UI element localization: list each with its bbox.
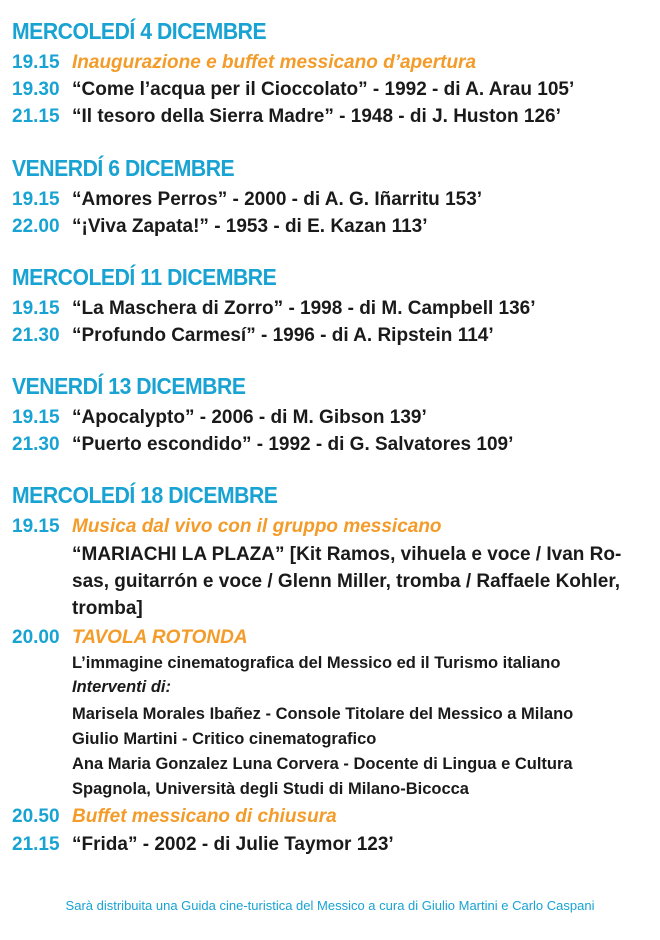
- event-detail-line: “MARIACHI LA PLAZA” [Kit Ramos, vihuela e voce / Ivan Ro-: [72, 544, 622, 565]
- event-time: 19.15: [12, 189, 60, 210]
- event-title: “Il tesoro della Sierra Madre” - 1948 - di J. Huston 126’: [72, 106, 561, 127]
- event-time: 19.15: [12, 407, 60, 428]
- speakers-label: Interventi di:: [72, 678, 172, 696]
- event-detail-line: sas, guitarrón e voce / Glenn Miller, tromba / Raffaele Kohler,: [72, 571, 620, 592]
- event-title: “Amores Perros” - 2000 - di A. G. Iñarritu 153’: [72, 189, 483, 210]
- event-title: Musica dal vivo con il gruppo messicano: [72, 516, 442, 537]
- event-time: 21.15: [12, 834, 60, 855]
- event-time: 20.50: [12, 806, 60, 827]
- day-title-dec-11: MERCOLEDÍ 11 DICEMBRE: [12, 264, 277, 290]
- event-detail-line: tromba]: [72, 598, 143, 619]
- event-title: “¡Viva Zapata!” - 1953 - di E. Kazan 113’: [72, 216, 428, 237]
- roundtable-subtitle: L’immagine cinematografica del Messico ed il Turismo italiano: [72, 654, 561, 672]
- event-time: 19.30: [12, 79, 60, 100]
- event-time: 19.15: [12, 516, 60, 537]
- event-title: “Puerto escondido” - 1992 - di G. Salvatores 109’: [72, 434, 514, 455]
- day-title-dec-4: MERCOLEDÍ 4 DICEMBRE: [12, 18, 267, 44]
- event-title: “Come l’acqua per il Cioccolato” - 1992 - di A. Arau 105’: [72, 79, 575, 100]
- event-title: “Apocalypto” - 2006 - di M. Gibson 139’: [72, 407, 427, 428]
- event-title: Buffet messicano di chiusura: [72, 806, 337, 827]
- event-time: 21.30: [12, 434, 60, 455]
- event-time: 19.15: [12, 298, 60, 319]
- event-time: 19.15: [12, 52, 60, 73]
- event-title: “Frida” - 2002 - di Julie Taymor 123’: [72, 834, 394, 855]
- speaker-line: Giulio Martini - Critico cinematografico: [72, 730, 377, 748]
- event-title: “La Maschera di Zorro” - 1998 - di M. Campbell 136’: [72, 298, 536, 319]
- event-title: Inaugurazione e buffet messicano d’apertura: [72, 52, 477, 73]
- day-title-dec-6: VENERDÍ 6 DICEMBRE: [12, 155, 235, 181]
- day-title-dec-13: VENERDÍ 13 DICEMBRE: [12, 373, 246, 399]
- speaker-line: Marisela Morales Ibañez - Console Titolare del Messico a Milano: [72, 705, 574, 723]
- event-time: 21.30: [12, 325, 60, 346]
- day-title-dec-18: MERCOLEDÍ 18 DICEMBRE: [12, 482, 278, 508]
- event-time: 20.00: [12, 627, 60, 648]
- speaker-line: Spagnola, Università degli Studi di Milano-Bicocca: [72, 780, 469, 798]
- footnote: Sarà distribuita una Guida cine-turistica del Messico a cura di Giulio Martini e Carlo Caspani: [65, 898, 595, 913]
- event-time: 21.15: [12, 106, 60, 127]
- speaker-line: Ana Maria Gonzalez Luna Corvera - Docente di Lingua e Cultura: [72, 755, 573, 773]
- event-title: “Profundo Carmesí” - 1996 - di A. Ripstein 114’: [72, 325, 494, 346]
- event-title: TAVOLA ROTONDA: [72, 627, 248, 648]
- event-time: 22.00: [12, 216, 60, 237]
